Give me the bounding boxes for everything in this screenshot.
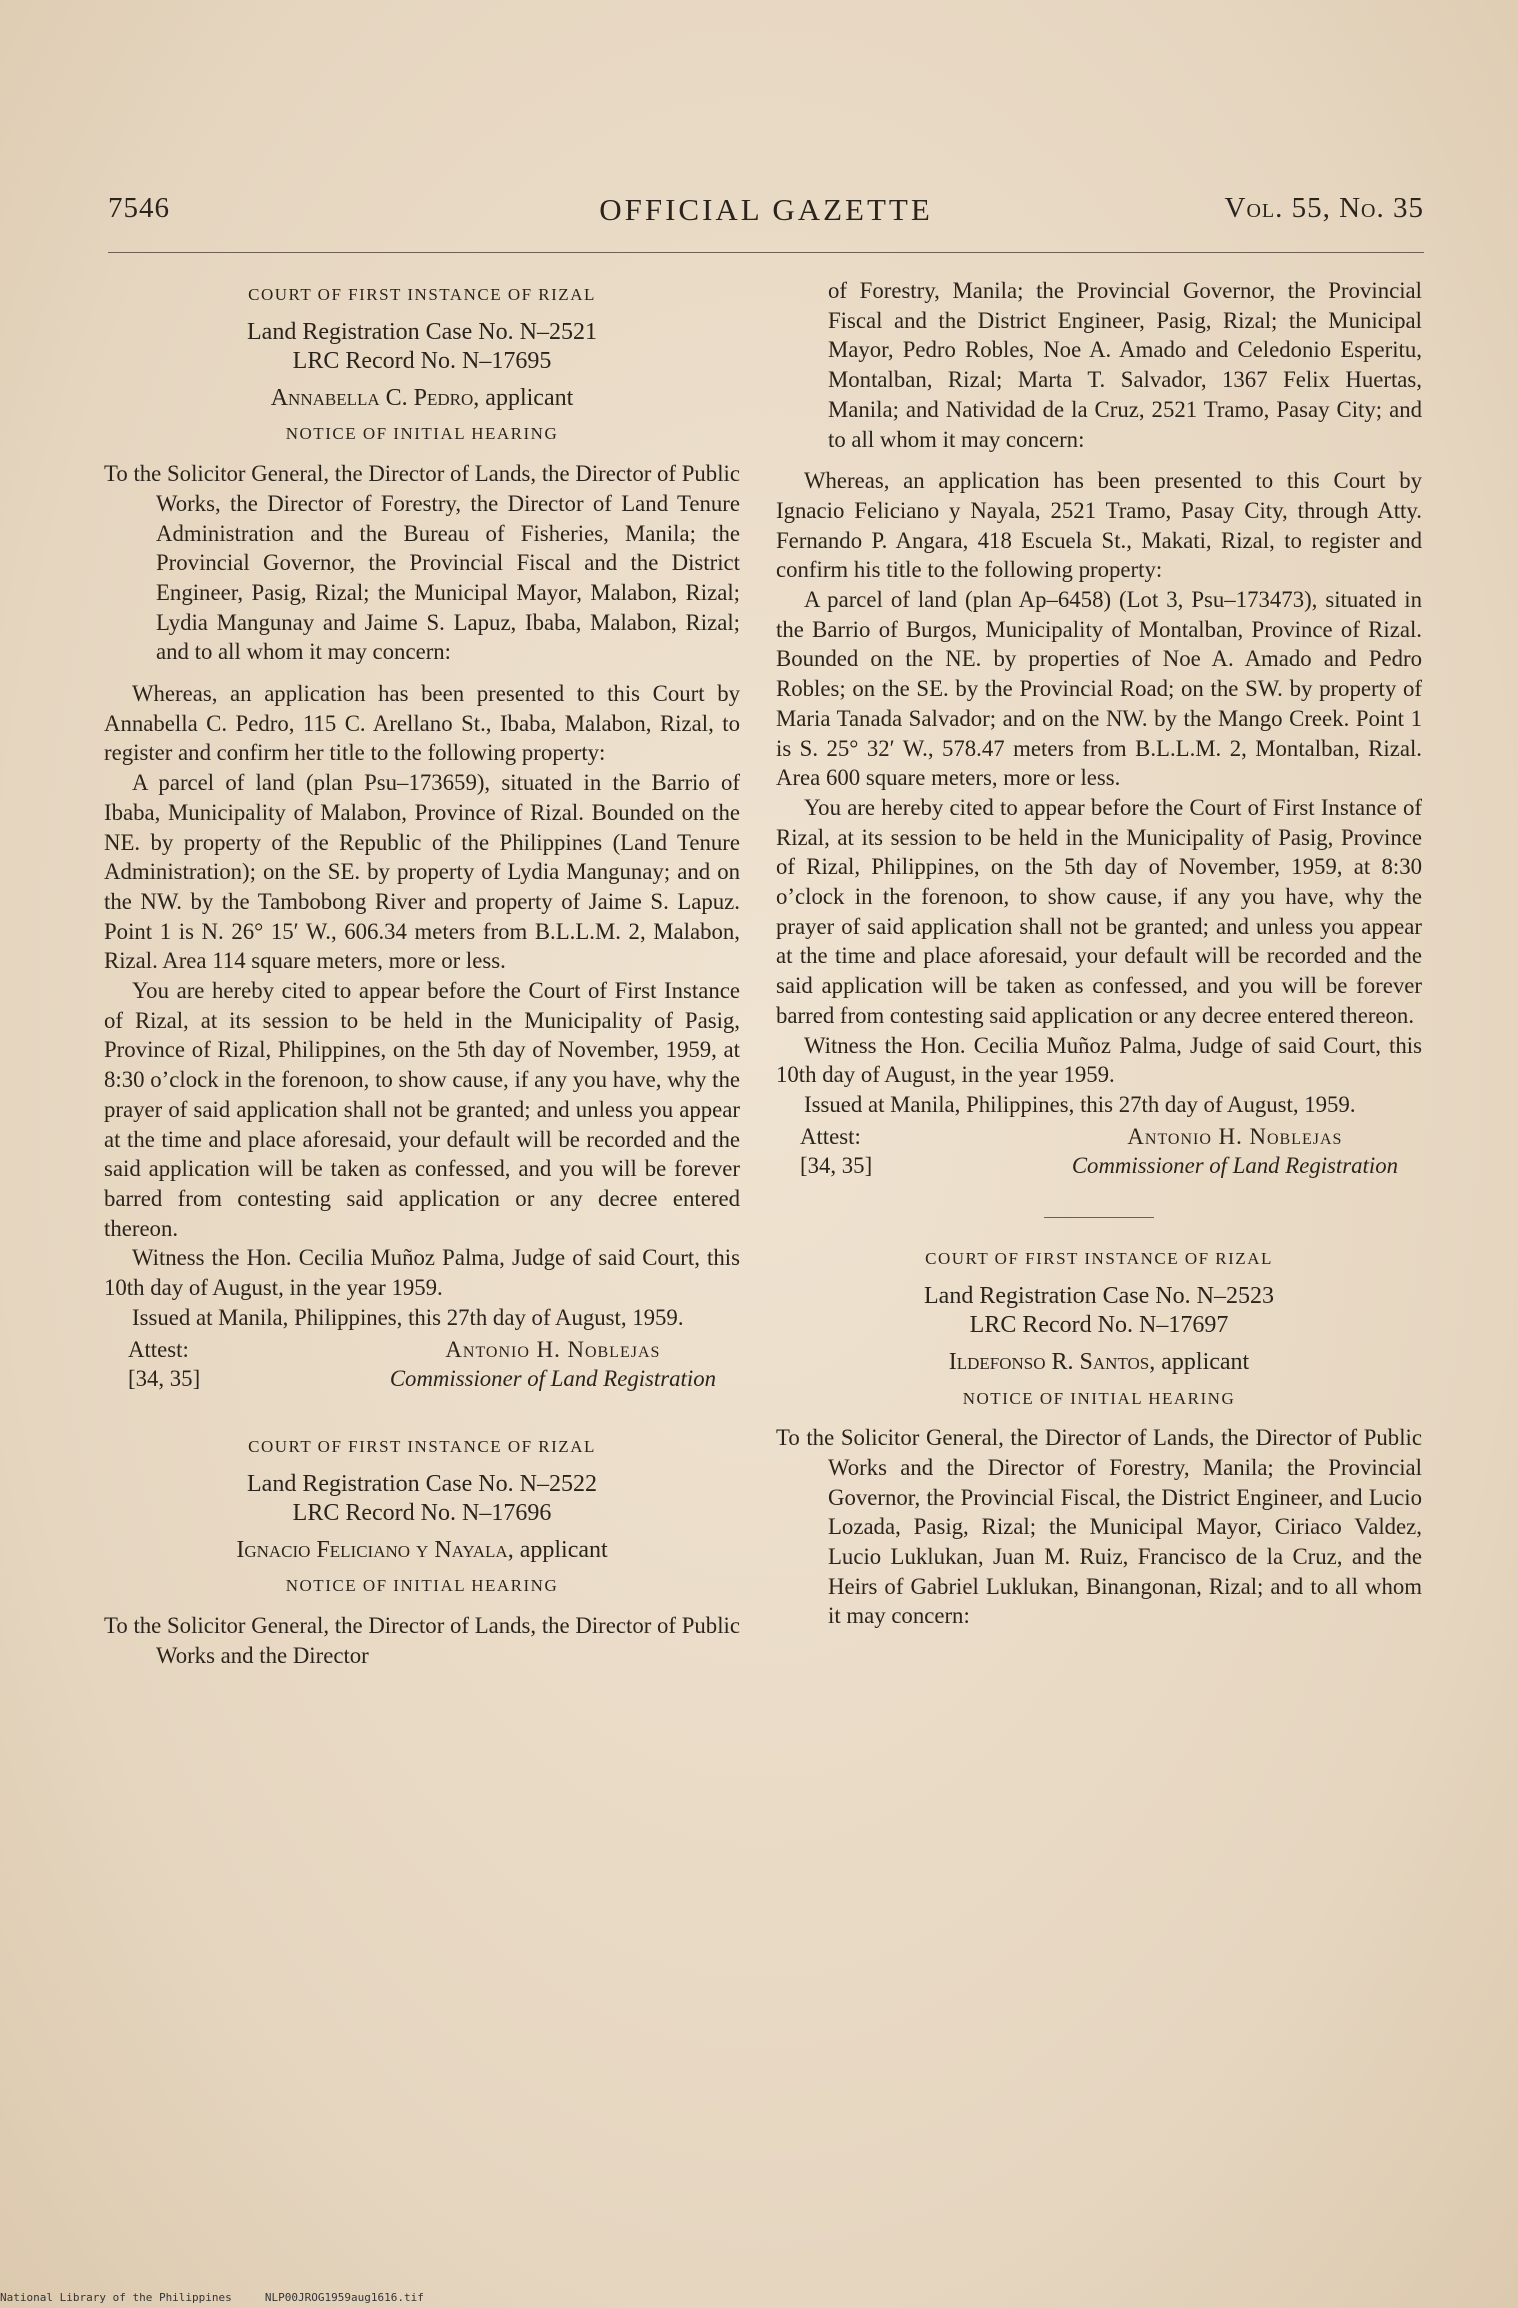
gazette-title: OFFICIAL GAZETTE	[599, 192, 933, 227]
court-heading: COURT OF FIRST INSTANCE OF RIZAL	[925, 1249, 1273, 1269]
page-number: 7546	[108, 192, 170, 224]
applicant-name: Annabella C. Pedro	[270, 384, 474, 411]
case-number: Land Registration Case No. N–2523	[924, 1282, 1274, 1309]
signer-title: Commissioner of Land Registration	[1071, 1153, 1398, 1179]
notice-title: NOTICE OF INITIAL HEARING	[285, 1576, 559, 1596]
notice-paragraph: Witness the Hon. Cecilia Muñoz Palma, Judge of said Court, this 10th day of August, in the year 1959.	[776, 1032, 1422, 1088]
signer-name: Antonio H. Noblejas	[445, 1336, 661, 1362]
applicant-line	[776, 1348, 1422, 1378]
notice-title: NOTICE OF INITIAL HEARING	[962, 1388, 1236, 1408]
record-number: LRC Record No. N–17695	[292, 347, 552, 374]
notice-paragraph: Issued at Manila, Philippines, this 27th day of August, 1959.	[132, 1304, 684, 1330]
volume-number: Vol. 55, No. 35	[1224, 192, 1424, 224]
applicant-line	[104, 384, 740, 414]
notice-paragraph: Witness the Hon. Cecilia Muñoz Palma, Judge of said Court, this 10th day of August, in the year 1959.	[104, 1245, 740, 1301]
notice-paragraph: Whereas, an application has been presented to this Court by Annabella C. Pedro, 115 C. Arellano St., Ibaba, Malabon, Rizal, to register and confirm her title to the following property:	[104, 681, 740, 766]
applicant-name: Ildefonso R. Santos	[948, 1348, 1150, 1375]
notice-title: NOTICE OF INITIAL HEARING	[285, 424, 559, 444]
notice-address: To the Solicitor General, the Director of Lands, the Director of Public Works, the Director of Forestry, the Director of Land Tenure Administration and the Bureau of Fisheries, Manila; the Provincial Governor, the Provincial Fiscal and the District Engineer, Pasig, Rizal; the Municipal Mayor, Malabon, Rizal; Lydia Mangunay and Jaime S. Lapuz, Ibaba, Malabon, Rizal; and to all whom it may concern:	[104, 461, 740, 665]
court-heading: COURT OF FIRST INSTANCE OF RIZAL	[248, 1436, 596, 1456]
attest-label: Attest:	[128, 1336, 189, 1362]
applicant-name: Ignacio Feliciano y Nayala	[236, 1536, 508, 1563]
court-heading: COURT OF FIRST INSTANCE OF RIZAL	[248, 285, 596, 304]
applicant-suffix: , applicant	[507, 1536, 608, 1563]
issue-reference: [34, 35]	[128, 1366, 201, 1392]
left-column	[104, 276, 740, 1682]
notice-address-continued: of Forestry, Manila; the Provincial Governor, the Provincial Fiscal and the District Engineer, Pasig, Rizal; the Municipal Mayor, Pedro Robles, Noe A. Amado and Celedonio Esperitu, Montalban, Rizal; Marta T. Salvador, 1367 Felix Huertas, Manila; and Natividad de la Cruz, 2521 Tramo, Pasay City; and to all whom it may concern:	[828, 278, 1422, 452]
notice-address-start: To the Solicitor General, the Director of Lands, the Director of Public Works and the Director	[104, 1613, 740, 1668]
scan-footer: National Library of the Philippines NLP00JROG1959aug1616.tif	[0, 2291, 424, 2304]
signer-name: Antonio H. Noblejas	[1127, 1123, 1343, 1149]
section-divider	[1044, 1217, 1154, 1218]
applicant-suffix: , applicant	[473, 384, 574, 411]
signature-block	[776, 1122, 1422, 1181]
notice-address: To the Solicitor General, the Director of Lands, the Director of Public Works and the Director of Forestry, Manila; the Provincial Governor, the Provincial Fiscal, the District Engineer, and Lucio Lozada, Pasig, Rizal; the Municipal Mayor, Ciriaco Valdez, Lucio Luklukan, Juan M. Ruiz, Francisco de la Cruz, and the Heirs of Gabriel Luklukan, Binangonan, Rizal; and to all whom it may concern:	[776, 1425, 1422, 1629]
applicant-line	[104, 1536, 740, 1566]
case-number: Land Registration Case No. N–2522	[247, 1470, 597, 1497]
applicant-suffix: , applicant	[1149, 1348, 1250, 1375]
signature-block	[104, 1335, 740, 1394]
notice-paragraph: Whereas, an application has been presented to this Court by Ignacio Feliciano y Nayala, 2521 Tramo, Pasay City, through Atty. Fernando P. Angara, 418 Escuela St., Makati, Rizal, to register and confirm his title to the following property:	[776, 468, 1422, 583]
header-rule	[108, 252, 1424, 253]
notice-paragraph: You are hereby cited to appear before the Court of First Instance of Rizal, at its session to be held in the Municipality of Pasig, Province of Rizal, Philippines, on the 5th day of November, 1959, at 8:30 o’clock in the forenoon, to show cause, if any you have, why the prayer of said application shall not be granted; and unless you appear at the time and place aforesaid, your default will be recorded and the said application will be taken as confessed, and you will be forever barred from contesting said application or any decree entered thereon.	[776, 794, 1422, 1028]
notice-paragraph: A parcel of land (plan Psu–173659), situated in the Barrio of Ibaba, Municipality of Malabon, Province of Rizal. Bounded on the NE. by property of the Republic of the Philippines (Land Tenure Administration); on the SE. by property of Lydia Mangunay; and on the NW. by the Tambobong River and property of Jaime S. Lapuz. Point 1 is N. 26° 15′ W., 606.34 meters from B.L.L.M. 2, Malabon, Rizal. Area 114 square meters, more or less.	[104, 770, 740, 974]
notice-paragraph: You are hereby cited to appear before the Court of First Instance of Rizal, at its session to be held in the Municipality of Pasig, Province of Rizal, Philippines, on the 5th day of November, 1959, at 8:30 o’clock in the forenoon, to show cause, if any you have, why the prayer of said application shall not be granted; and unless you appear at the time and place aforesaid, your default will be recorded and the said application will be taken as confessed, and you will be forever barred from contesting said application or any decree entered thereon.	[104, 978, 740, 1241]
notice-paragraph: A parcel of land (plan Ap–6458) (Lot 3, Psu–173473), situated in the Barrio of Burgos, Municipality of Montalban, Province of Rizal. Bounded on the NE. by properties of Noe A. Amado and Pedro Robles; on the SE. by the Provincial Road; on the SW. by property of Maria Tanada Salvador; and on the NW. by the Mango Creek. Point 1 is S. 25° 32′ W., 578.47 meters from B.L.L.M. 2, Montalban, Rizal. Area 600 square meters, more or less.	[776, 587, 1422, 791]
record-number: LRC Record No. N–17697	[969, 1311, 1229, 1338]
attest-label: Attest:	[800, 1123, 861, 1149]
notice-paragraph: Issued at Manila, Philippines, this 27th day of August, 1959.	[804, 1091, 1356, 1117]
record-number: LRC Record No. N–17696	[292, 1499, 552, 1526]
page-header	[108, 192, 1424, 236]
signer-title: Commissioner of Land Registration	[389, 1366, 716, 1392]
right-column	[776, 276, 1422, 1643]
case-number: Land Registration Case No. N–2521	[247, 318, 597, 345]
issue-reference: [34, 35]	[800, 1153, 873, 1179]
